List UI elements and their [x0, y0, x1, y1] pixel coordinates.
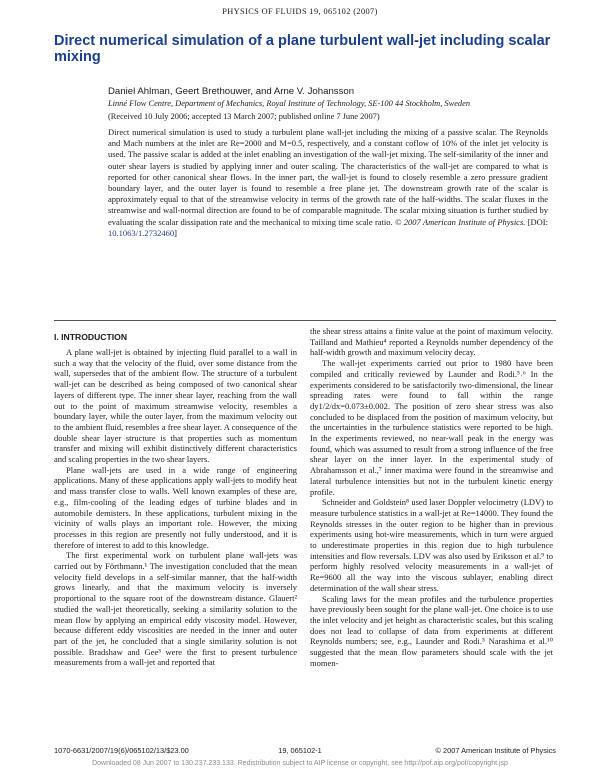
doi-suffix: ]: [174, 227, 177, 238]
right-column: [310, 326, 553, 669]
abstract-text: Direct numerical simulation is used to study a turbulent plane wall-jet including the mixing of a passive scalar. The Reynolds and Mach numbers at the inlet are Re=2000 and M=0.5, respectively, and a constant coflow of 10% of the inlet jet velocity is used. The passive scalar is added at the inlet enabling an investigation of the wall-jet mixing. The self-similarity of the inner and outer shear layers is studied by applying inner and outer scaling. The characteristics of the wall-jet are compared to what is reported for other canonical shear flows. In the inner part, the wall-jet is found to closely resemble a zero pressure gradient boundary layer, and the outer layer is found to resemble a free plane jet. The downstream growth rate of the scalar is approximately equal to that of the streamwise velocity in terms of the growth rate of the half-widths. The scalar fluxes in the streamwise and wall-normal direction are found to be of comparable magnitude. The scalar mixing situation is further studied by evaluating the scalar dissipation rate and the mechanical to mixing time scale ratio.: [108, 127, 548, 227]
paragraph: Plane wall-jets are used in a wide range of engineering applications. Many of these applications apply wall-jets to modify heat and mass transfer close to walls. Well known examples of these are, e.g., film-cooling of the leading edges of turbine blades and in automobile demisters. In these applications, turbulent mixing in the vicinity of walls plays an important role. However, the mixing processes in this region are presently not fully understood, and it is therefore of interest to add to this knowledge.: [54, 464, 297, 550]
paragraph: A plane wall-jet is obtained by injecting fluid parallel to a wall in such a way that the velocity of the fluid, over some distance from the wall, supersedes that of the ambient flow. The structure of a turbulent wall-jet can be described as being composed of two canonical shear layers of different type. The inner shear layer, reaching from the wall out to the point of maximum streamwise velocity, resembles a boundary layer, while the outer layer, from the maximum velocity out to the ambient fluid, resembles a free shear layer. A consequence of the double shear layer structure is that properties such as momentum transfer and mixing will exhibit distinctively different characteristics and scaling properties in the two shear layers.: [54, 347, 297, 465]
paragraph: Schneider and Goldstein⁸ used laser Doppler velocimetry (LDV) to measure turbulence statistics in a wall-jet at Re=14000. They found the Reynolds stresses in the outer region to be higher than in previous experiments using hot-wire measurements, which in turn were argued to underestimate properties in this region due to high turbulence intensities and flow reversals. LDV was also used by Eriksson et al.⁹ to perform highly resolved velocity measurements in a wall-jet of Re=9600 all the way into the viscous sublayer, enabling direct determination of the wall shear stress.: [310, 497, 553, 593]
affiliation: Linné Flow Centre, Department of Mechanics, Royal Institute of Technology, SE-100 44 Stockholm, Sweden: [108, 99, 471, 108]
section-heading-introduction: I. INTRODUCTION: [54, 332, 128, 342]
abstract-copyright: © 2007 American Institute of Physics.: [394, 216, 526, 227]
paragraph: the shear stress attains a finite value at the point of maximum velocity. Tailland and Mathieu⁴ reported a Reynolds number dependency of the half-width growth and maximum velocity decay.: [310, 326, 553, 358]
footer-issn: 1070-6631/2007/19(6)/065102/13/$23.00: [54, 746, 189, 755]
abstract-divider: [54, 320, 556, 321]
journal-header: PHYSICS OF FLUIDS 19, 065102 (2007): [222, 7, 378, 16]
footer-page-number: 19, 065102-1: [278, 746, 322, 755]
received-dates: (Received 10 July 2006; accepted 13 March 2007; published online 7 June 2007): [108, 112, 380, 121]
paragraph: The first experimental work on turbulent plane wall-jets was carried out by Förthmann.¹ The investigation concluded that the mean velocity field develops in a self-similar manner, that the half-width grows linearly, and that the maximum velocity is inversely proportional to the square root of the downstream distance. Glauert² studied the wall-jet theoretically, seeking a similarity solution to the mean flow by applying an empirical eddy viscosity model. However, because different eddy viscosities are needed in the inner and outer part of the jet, he concluded that a single similarity solution is not possible. Bradshaw and Gee³ were the first to present turbulence measurements from a wall-jet and reported that: [54, 550, 297, 668]
download-notice: Downloaded 08 Jun 2007 to 130.237.233.133. Redistribution subject to AIP license or copyright, see http://pof.aip.org/pof/copyright.jsp: [92, 760, 508, 767]
footer-copyright: © 2007 American Institute of Physics: [435, 746, 556, 755]
abstract: [108, 127, 548, 239]
author-list: Daniel Ahlman, Geert Brethouwer, and Arne V. Johansson: [108, 86, 355, 97]
paragraph: Scaling laws for the mean profiles and the turbulence properties have previously been sought for the plane wall-jet. One choice is to use the inlet velocity and jet height as characteristic scales, but this scaling does not lead to collapse of data from experiments at different Reynolds numbers; see, e.g., Launder and Rodi.⁵ Narashima et al.¹⁰ suggested that the mean flow parameters should scale with the jet momen-: [310, 593, 553, 668]
paragraph: The wall-jet experiments carried out prior to 1980 have been compiled and critically reviewed by Launder and Rodi.⁵˒⁶ In the experiments considered to be satisfactorily two-dimensional, the linear spreading rates were found to fall within the range dy1/2/dx=0.073±0.002. The position of zero shear stress was also concluded to be displaced from the position of maximum velocity, but the uncertainties in the turbulence statistics were reported to be high. In the experiments reviewed, no near-wall peak in the energy was found, which was assumed to result from a strong influence of the free shear layer on the inner layer. In the experimental study of Abrahamsson et al.,⁷ inner maxima were found in the streamwise and lateral turbulence intensities but not in the turbulent kinetic energy profile.: [310, 358, 553, 497]
article-title: Direct numerical simulation of a plane turbulent wall-jet including scalar mixing: [54, 33, 551, 65]
doi-prefix: [DOI:: [527, 216, 549, 227]
doi-link[interactable]: 10.1063/1.2732460: [108, 227, 175, 238]
left-column: [54, 347, 297, 668]
